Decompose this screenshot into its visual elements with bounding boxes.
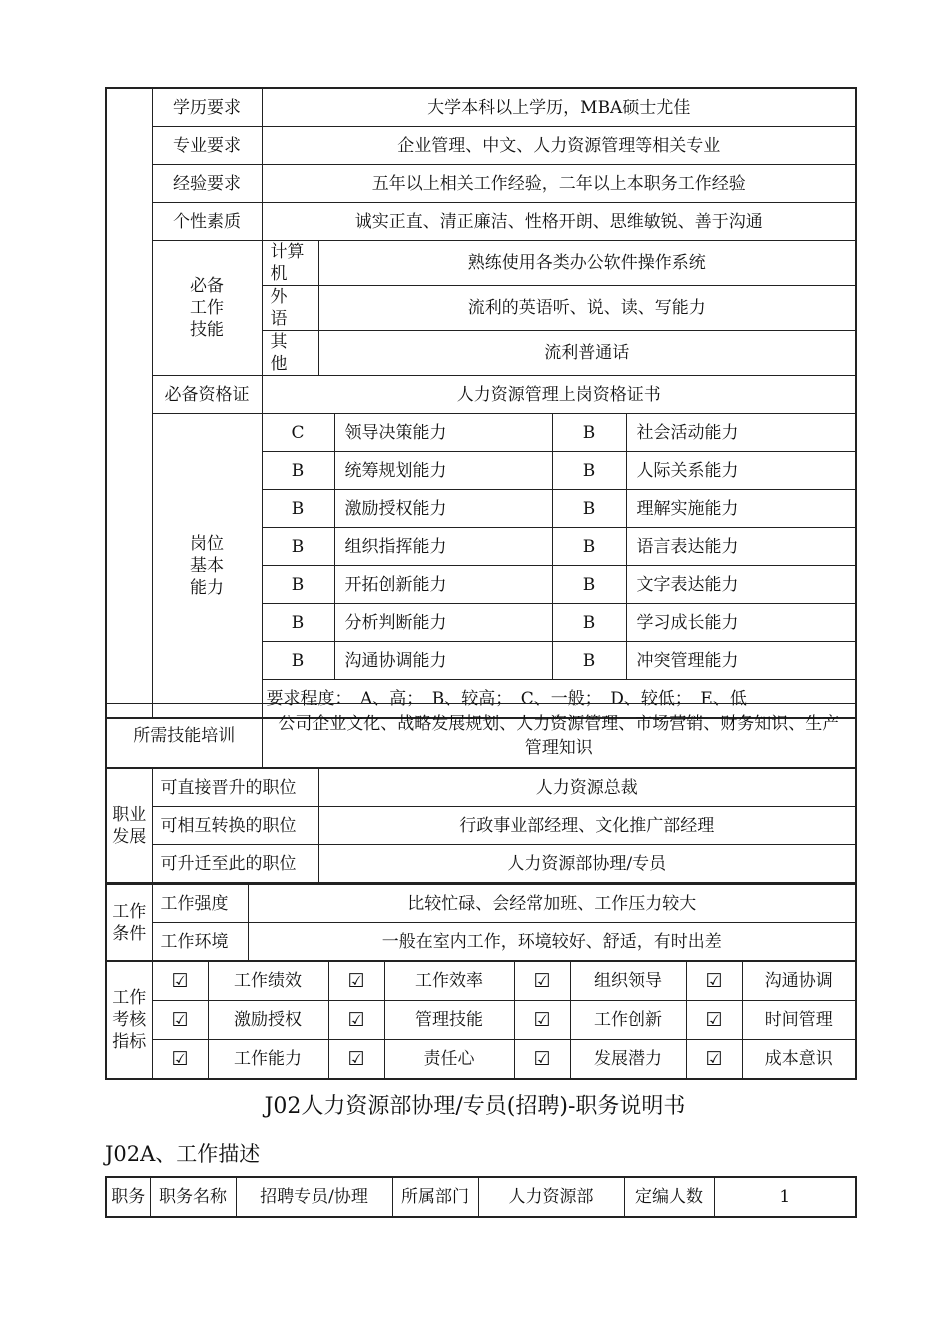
job-count-label: 定编人数	[624, 1177, 714, 1217]
major-value: 企业管理、中文、人力资源管理等相关专业	[262, 127, 856, 165]
certificate-label: 必备资格证	[152, 376, 262, 414]
ability-grade: B	[262, 528, 334, 566]
ability-name: 冲突管理能力	[626, 642, 856, 680]
kpi-item: 责任心	[384, 1040, 514, 1080]
conditions-table	[105, 884, 857, 962]
checkbox-checked-icon[interactable]: ☑	[686, 962, 742, 1001]
ability-name: 激励授权能力	[334, 490, 552, 528]
career-name: 可升迁至此的职位	[152, 845, 318, 884]
career-value: 人力资源总裁	[318, 769, 856, 807]
kpi-table	[105, 961, 857, 1080]
kpi-item: 管理技能	[384, 1001, 514, 1040]
ability-name: 沟通协调能力	[334, 642, 552, 680]
condition-name: 工作强度	[152, 885, 248, 923]
career-value: 行政事业部经理、文化推广部经理	[318, 807, 856, 845]
checkbox-checked-icon[interactable]: ☑	[328, 1001, 384, 1040]
ability-legend: 要求程度： A、高； B、较高； C、一般； D、较低； E、低	[262, 680, 856, 719]
career-value: 人力资源部协理/专员	[318, 845, 856, 884]
kpi-item: 组织领导	[570, 962, 686, 1001]
job-requirements-table	[105, 87, 857, 719]
ability-name: 语言表达能力	[626, 528, 856, 566]
ability-grade: B	[552, 642, 626, 680]
kpi-item: 激励授权	[208, 1001, 328, 1040]
ability-name: 开拓创新能力	[334, 566, 552, 604]
ability-name: 领导决策能力	[334, 414, 552, 452]
checkbox-checked-icon[interactable]: ☑	[514, 1001, 570, 1040]
kpi-item: 工作能力	[208, 1040, 328, 1080]
ability-name: 组织指挥能力	[334, 528, 552, 566]
skill-value: 熟练使用各类办公软件操作系统	[318, 241, 856, 286]
abilities-label: 岗位 基本 能力	[152, 414, 262, 719]
checkbox-checked-icon[interactable]: ☑	[514, 1040, 570, 1080]
experience-value: 五年以上相关工作经验，二年以上本职务工作经验	[262, 165, 856, 203]
condition-value: 一般在室内工作，环境较好、舒适，有时出差	[248, 923, 856, 962]
ability-grade: B	[552, 566, 626, 604]
ability-name: 人际关系能力	[626, 452, 856, 490]
personality-value: 诚实正直、清正廉洁、性格开朗、思维敏锐、善于沟通	[262, 203, 856, 241]
ability-grade: B	[552, 528, 626, 566]
ability-grade: B	[262, 490, 334, 528]
skill-value: 流利普通话	[318, 331, 856, 376]
checkbox-checked-icon[interactable]: ☑	[328, 962, 384, 1001]
skill-value: 流利的英语听、说、读、写能力	[318, 286, 856, 331]
blank-side-cell	[106, 88, 152, 718]
career-label: 职业 发展	[106, 769, 152, 884]
kpi-item: 时间管理	[742, 1001, 856, 1040]
certificate-value: 人力资源管理上岗资格证书	[262, 376, 856, 414]
education-value: 大学本科以上学历，MBA硕士尤佳	[262, 88, 856, 127]
ability-name: 社会活动能力	[626, 414, 856, 452]
kpi-item: 工作效率	[384, 962, 514, 1001]
job-dept-label: 所属部门	[392, 1177, 478, 1217]
section-heading: J02A、工作描述	[105, 1142, 261, 1166]
ability-grade: B	[552, 452, 626, 490]
ability-grade: B	[262, 452, 334, 490]
job-count-value: 1	[714, 1177, 856, 1217]
skill-name: 计算机	[262, 241, 318, 286]
kpi-item: 沟通协调	[742, 962, 856, 1001]
ability-name: 统筹规划能力	[334, 452, 552, 490]
training-value: 公司企业文化、战略发展规划、人力资源管理、市场营销、财务知识、生产管理知识	[262, 704, 856, 769]
job-col0: 职务	[106, 1177, 150, 1217]
document-title: J02人力资源部协理/专员(招聘)-职务说明书	[264, 1094, 686, 1119]
personality-label: 个性素质	[152, 203, 262, 241]
ability-name: 理解实施能力	[626, 490, 856, 528]
ability-name: 文字表达能力	[626, 566, 856, 604]
kpi-item: 工作创新	[570, 1001, 686, 1040]
checkbox-checked-icon[interactable]: ☑	[328, 1040, 384, 1080]
skills-label: 必备 工作 技能	[152, 241, 262, 376]
skill-name: 其 他	[262, 331, 318, 376]
job-dept-value: 人力资源部	[478, 1177, 624, 1217]
education-label: 学历要求	[152, 88, 262, 127]
experience-label: 经验要求	[152, 165, 262, 203]
ability-grade: B	[552, 414, 626, 452]
conditions-label: 工作 条件	[106, 885, 152, 962]
ability-grade: B	[262, 642, 334, 680]
ability-name: 学习成长能力	[626, 604, 856, 642]
kpi-label: 工作 考核 指标	[106, 962, 152, 1080]
checkbox-checked-icon[interactable]: ☑	[686, 1040, 742, 1080]
checkbox-checked-icon[interactable]: ☑	[152, 1001, 208, 1040]
job-name-label: 职务名称	[150, 1177, 236, 1217]
major-label: 专业要求	[152, 127, 262, 165]
skill-name: 外 语	[262, 286, 318, 331]
condition-name: 工作环境	[152, 923, 248, 962]
career-table	[105, 768, 857, 884]
kpi-item: 工作绩效	[208, 962, 328, 1001]
ability-grade: B	[552, 490, 626, 528]
kpi-item: 成本意识	[742, 1040, 856, 1080]
ability-name: 分析判断能力	[334, 604, 552, 642]
ability-grade: B	[552, 604, 626, 642]
career-name: 可相互转换的职位	[152, 807, 318, 845]
training-label: 所需技能培训	[106, 704, 262, 769]
condition-value: 比较忙碌、会经常加班、工作压力较大	[248, 885, 856, 923]
checkbox-checked-icon[interactable]: ☑	[152, 1040, 208, 1080]
checkbox-checked-icon[interactable]: ☑	[686, 1001, 742, 1040]
ability-grade: B	[262, 604, 334, 642]
career-name: 可直接晋升的职位	[152, 769, 318, 807]
job-name-value: 招聘专员/协理	[236, 1177, 392, 1217]
checkbox-checked-icon[interactable]: ☑	[152, 962, 208, 1001]
kpi-item: 发展潜力	[570, 1040, 686, 1080]
ability-grade: B	[262, 566, 334, 604]
job-description-table	[105, 1176, 857, 1218]
training-table	[105, 703, 857, 769]
ability-grade: C	[262, 414, 334, 452]
checkbox-checked-icon[interactable]: ☑	[514, 962, 570, 1001]
